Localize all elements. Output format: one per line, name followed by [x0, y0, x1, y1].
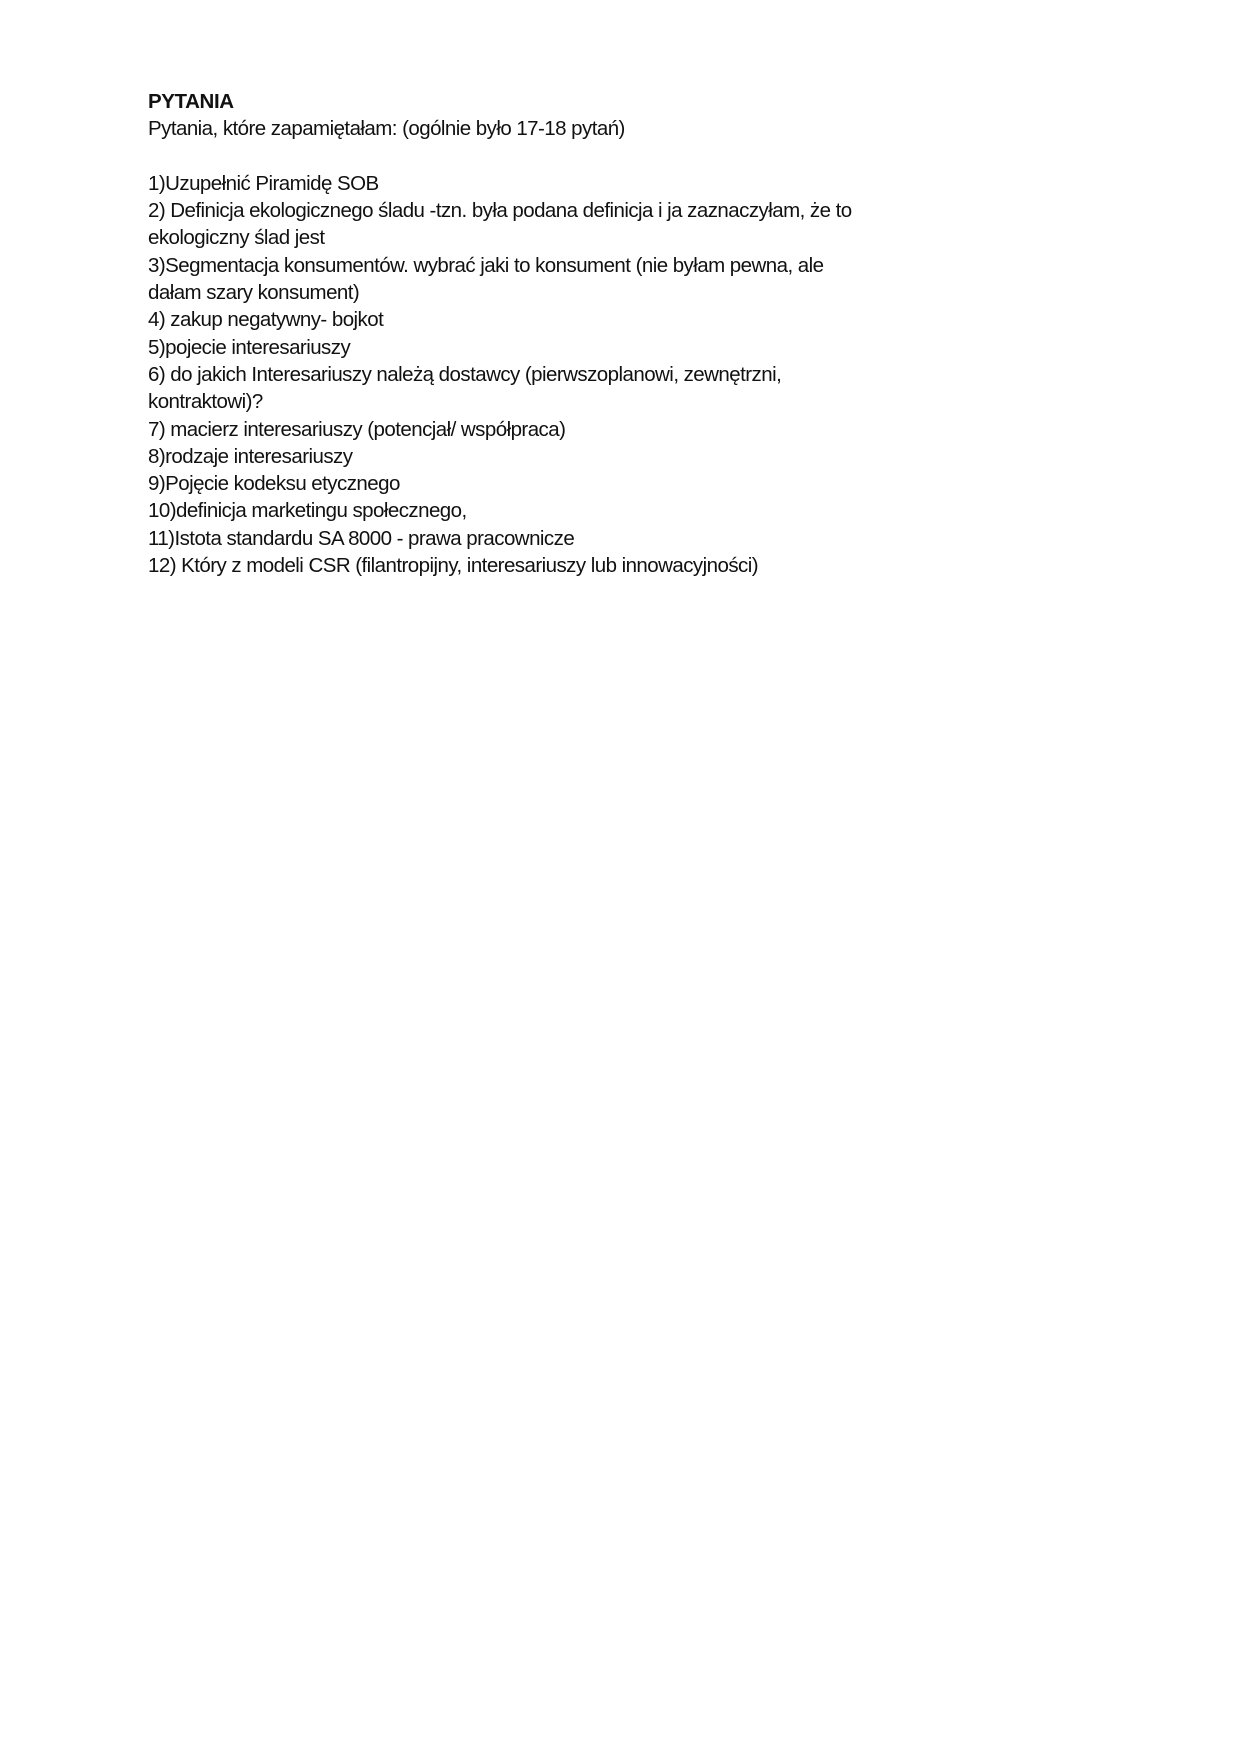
question-line: ekologiczny ślad jest [148, 226, 325, 250]
question-line: 9)Pojęcie kodeksu etycznego [148, 472, 400, 496]
question-line: 2) Definicja ekologicznego śladu -tzn. była podana definicja i ja zaznaczyłam, że to [148, 199, 852, 223]
question-line: 12) Który z modeli CSR (filantropijny, interesariuszy lub innowacyjności) [148, 554, 759, 578]
question-line: 4) zakup negatywny- bojkot [148, 308, 384, 332]
document-body [148, 88, 1008, 579]
document-title: PYTANIA [148, 90, 234, 113]
question-line: dałam szary konsument) [148, 281, 360, 305]
question-line: 3)Segmentacja konsumentów. wybrać jaki to konsument (nie byłam pewna, ale [148, 253, 824, 277]
question-line: 8)rodzaje interesariuszy [148, 444, 353, 468]
question-list [148, 170, 1008, 579]
question-line: 6) do jakich Interesariuszy należą dostawcy (pierwszoplanowi, zewnętrzni, [148, 362, 782, 386]
question-line: kontraktowi)? [148, 390, 263, 414]
question-line: 10)definicja marketingu społecznego, [148, 499, 467, 523]
blank-line [148, 143, 1008, 170]
question-line: 7) macierz interesariuszy (potencjał/ współpraca) [148, 417, 566, 441]
question-line: 1)Uzupełnić Piramidę SOB [148, 171, 379, 195]
document-subtitle: Pytania, które zapamiętałam: (ogólnie było 17-18 pytań) [148, 117, 625, 141]
question-line: 11)Istota standardu SA 8000 - prawa pracownicze [148, 526, 575, 550]
question-line: 5)pojecie interesariuszy [148, 335, 351, 359]
